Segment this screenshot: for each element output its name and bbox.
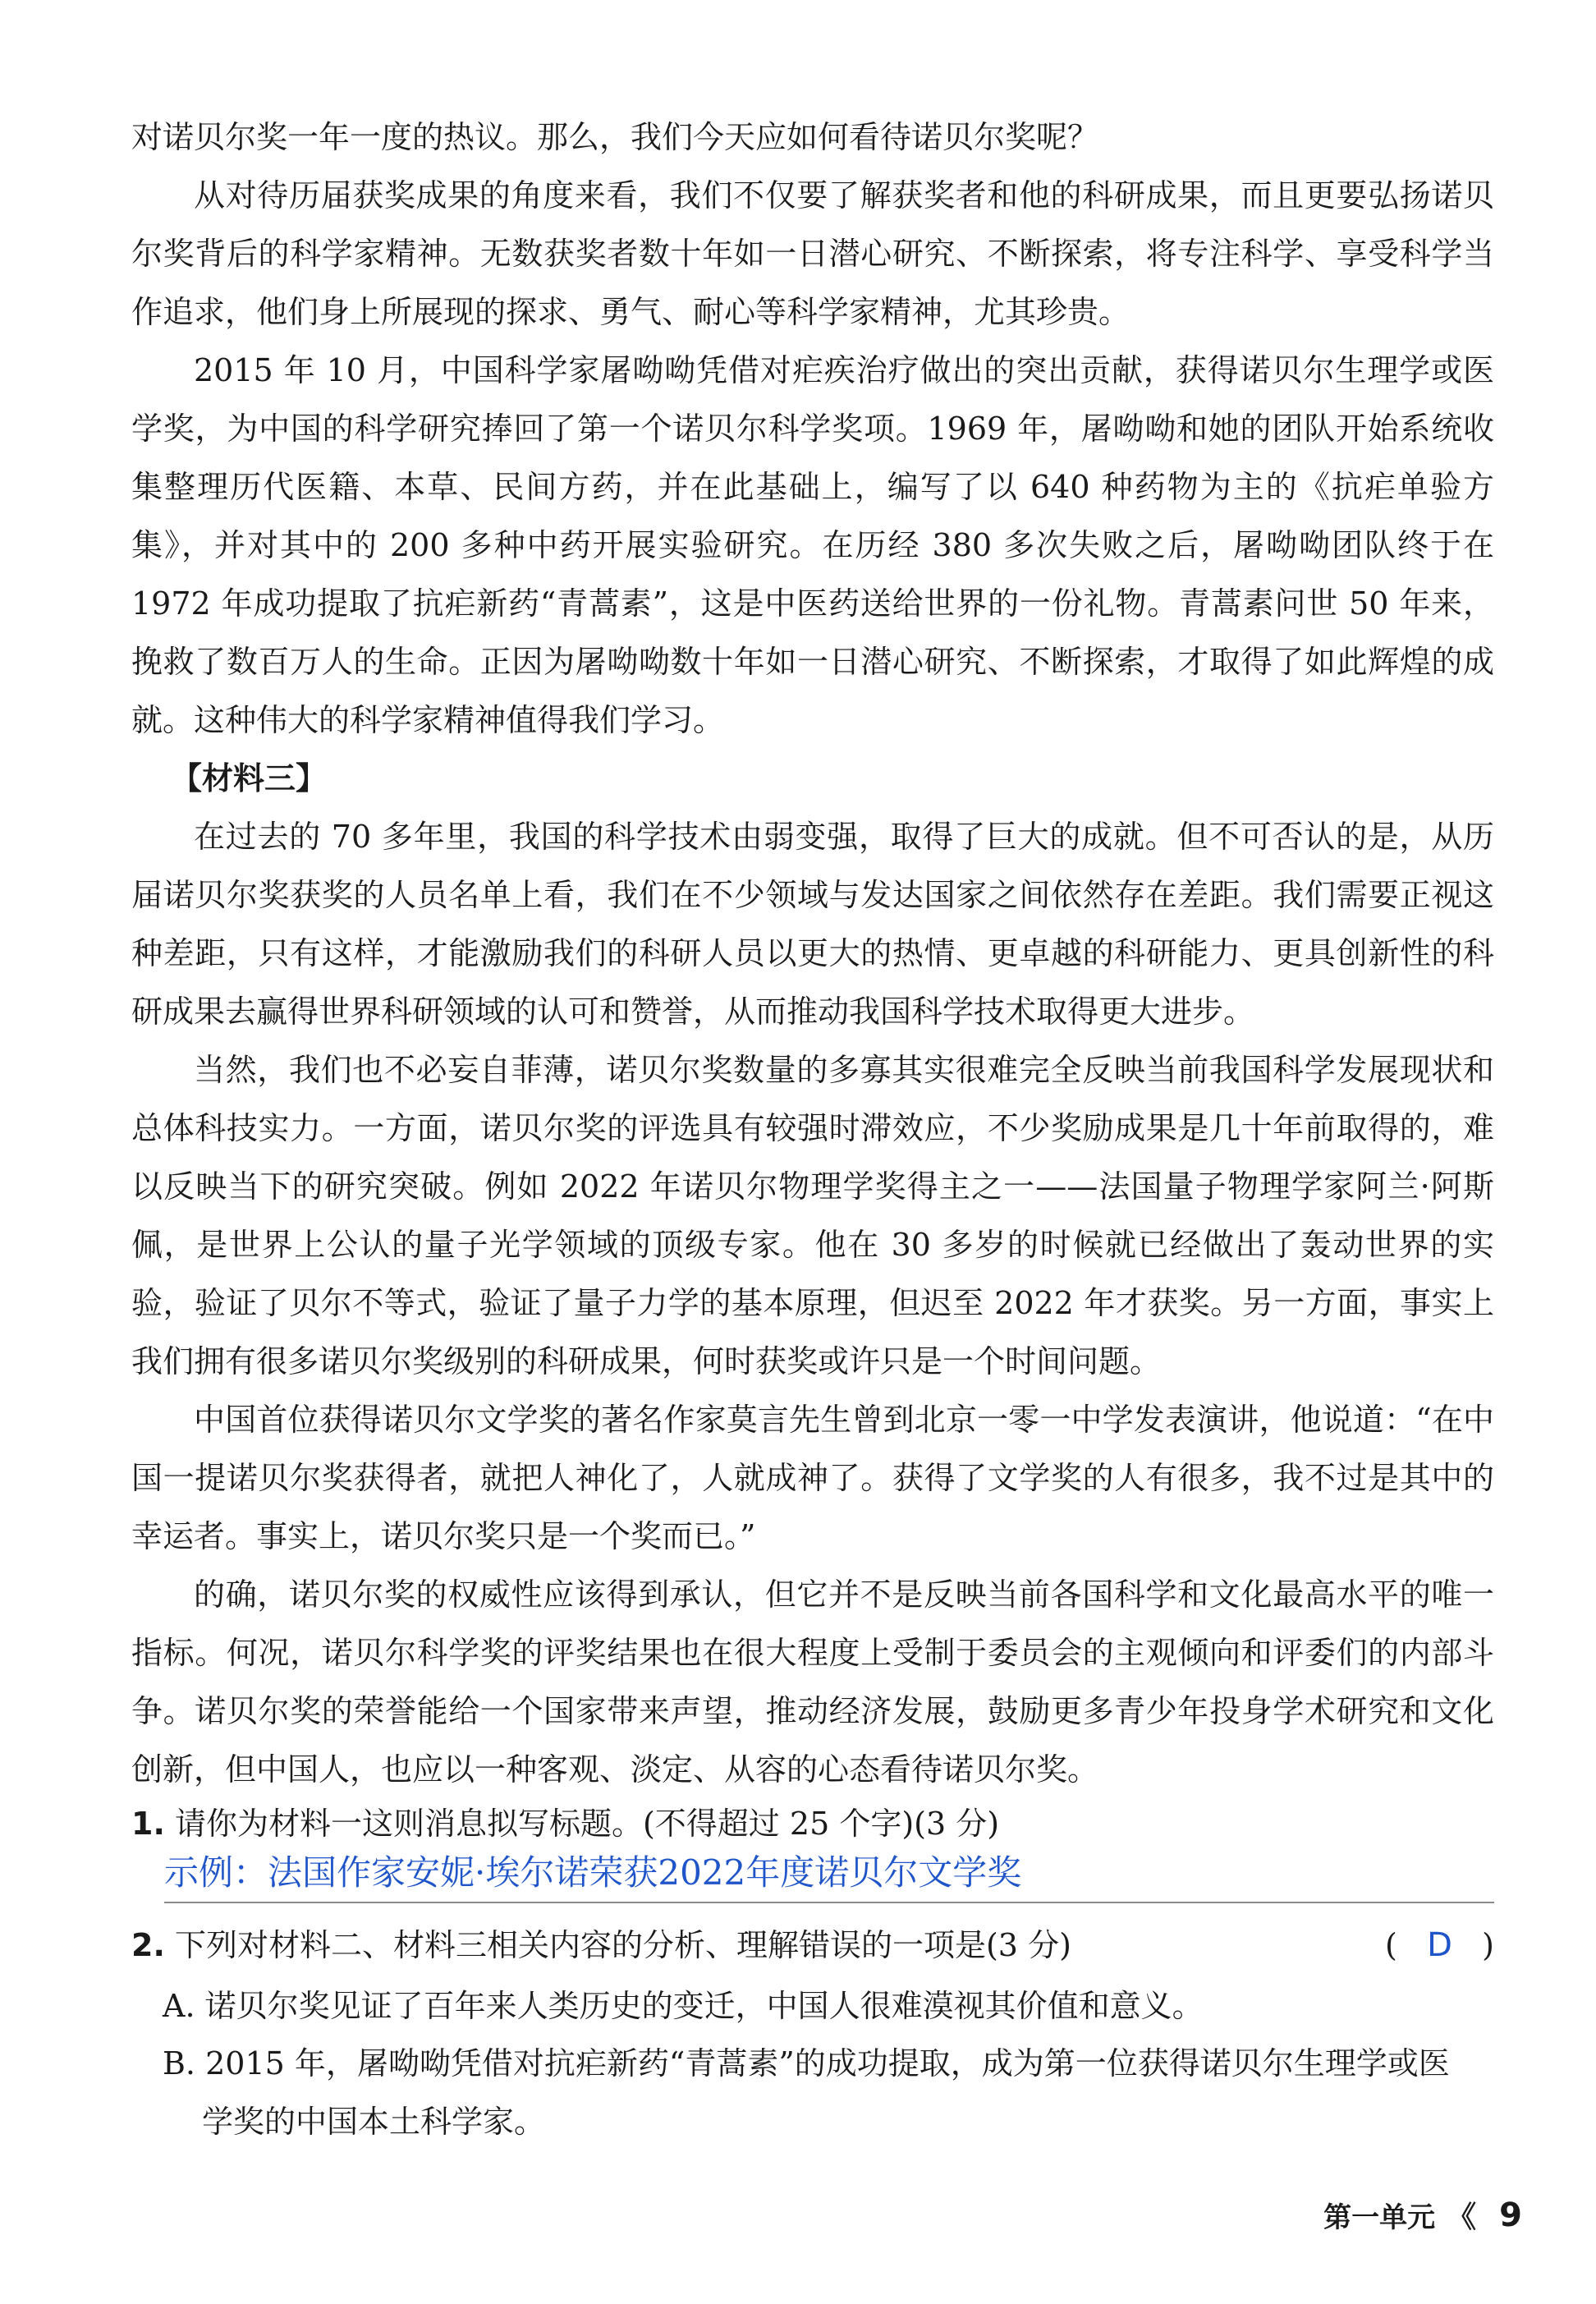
choice-answer: D <box>1427 1926 1452 1964</box>
question-1-answer: 示例：法国作家安妮·埃尔诺荣获2022年度诺贝尔文学奖 <box>164 1849 1494 1903</box>
paragraph: 当然，我们也不必妄自菲薄，诺贝尔奖数量的多寡其实很难完全反映当前我国科学发展现状和总体科技实力。一方面，诺贝尔奖的评选具有较强时滞效应，不少奖励成果是几十年前取得的，难以反映当下的研究突破。例如 2022 年诺贝尔物理学奖得主之一——法国量子物理学家阿兰·阿斯佩，是世界上公认的量子光学领域的顶级专家。他在 30 多岁的时候就已经做出了轰动世界的实验，验证了贝尔不等式，验证了量子力学的基本原理，但迟至 2022 年才获奖。另一方面，事实上我们拥有很多诺贝尔奖级别的科研成果，何时获奖或许只是一个时间问题。 <box>131 1052 1494 1379</box>
paragraph: 中国首位获得诺贝尔文学奖的著名作家莫言先生曾到北京一零一中学发表演讲，他说道：“在中国一提诺贝尔奖获得者，就把人神化了，人就成神了。获得了文学奖的人有很多，我不过是其中的幸运者。事实上，诺贝尔奖只是一个奖而已。” <box>131 1402 1494 1554</box>
question-text: 请你为材料一这则消息拟写标题。(不得超过 25 个字)(3 分) <box>174 1806 1000 1842</box>
option-a <box>163 1977 1494 2036</box>
paragraph: 2015 年 10 月，中国科学家屠呦呦凭借对疟疾治疗做出的突出贡献，获得诺贝尔生理学或医学奖，为中国的科学研究捧回了第一个诺贝尔科学奖项。1969 年，屠呦呦和她的团队开始系统收集整理历代医籍、本草、民间方药，并在此基础上，编写了以 640 种药物为主的《抗疟单验方集》，并对其中的 200 多种中药开展实验研究。在历经 380 多次失败之后，屠呦呦团队终于在 1972 年成功提取了抗疟新药“青蒿素”，这是中医药送给世界的一份礼物。青蒿素问世 50 年来，挽救了数百万人的生命。正因为屠呦呦数十年如一日潜心研究、不断探索，才取得了如此辉煌的成就。这种伟大的科学家精神值得我们学习。 <box>131 352 1494 738</box>
question-number: 1. <box>131 1806 165 1842</box>
paragraph: 对诺贝尔奖一年一度的热议。那么，我们今天应如何看待诺贝尔奖呢？ <box>131 119 1099 155</box>
option-b <box>163 2035 1494 2151</box>
option-label: A. <box>163 1988 195 2024</box>
answer-bracket <box>1385 1920 1494 1971</box>
question-2 <box>131 1920 1494 1971</box>
paragraph: 从对待历届获奖成果的角度来看，我们不仅要了解获奖者和他的科研成果，而且更要弘扬诺贝尔奖背后的科学家精神。无数获奖者数十年如一日潜心研究、不断探索，将专注科学、享受科学当作追求，他们身上所展现的探求、勇气、耐心等科学家精神，尤其珍贵。 <box>131 177 1494 330</box>
paragraph: 的确，诺贝尔奖的权威性应该得到承认，但它并不是反映当前各国科学和文化最高水平的唯一指标。何况，诺贝尔科学奖的评奖结果也在很大程度上受制于委员会的主观倾向和评委们的内部斗争。诺贝尔奖的荣誉能给一个国家带来声望，推动经济发展，鼓励更多青少年投身学术研究和文化创新，但中国人，也应以一种客观、淡定、从容的心态看待诺贝尔奖。 <box>131 1577 1494 1788</box>
question-number: 2. <box>131 1927 165 1963</box>
material-two-continued <box>131 108 1494 1799</box>
option-label: B. <box>163 2045 196 2081</box>
section-heading-material-three: 【材料三】 <box>171 760 328 796</box>
bracket-close: ) <box>1482 1927 1494 1963</box>
option-text: 2015 年，屠呦呦凭借对抗疟新药“青蒿素”的成功提取，成为第一位获得诺贝尔生理学或医 <box>205 2045 1450 2081</box>
question-1 <box>131 1798 1494 1849</box>
double-chevron-left-icon: 《 <box>1447 2201 1472 2234</box>
option-text: 诺贝尔奖见证了百年来人类历史的变迁，中国人很难漠视其价值和意义。 <box>204 1988 1204 2024</box>
question-text: 下列对材料二、材料三相关内容的分析、理解错误的一项是(3 分) <box>174 1927 1071 1963</box>
option-text-continued: 学奖的中国本土科学家。 <box>202 2104 546 2140</box>
paragraph: 在过去的 70 多年里，我国的科学技术由弱变强，取得了巨大的成就。但不可否认的是，从历届诺贝尔奖获奖的人员名单上看，我们在不少领域与发达国家之间依然存在差距。我们需要正视这种差距，只有这样，才能激励我们的科研人员以更大的热情、更卓越的科研能力、更具创新性的科研成果去赢得世界科研领域的认可和赞誉，从而推动我国科学技术取得更大进步。 <box>131 819 1494 1030</box>
page-footer <box>1323 2194 1522 2236</box>
page-number: 9 <box>1499 2196 1522 2234</box>
bracket-open: ( <box>1385 1927 1397 1963</box>
unit-label: 第一单元 <box>1323 2201 1436 2234</box>
